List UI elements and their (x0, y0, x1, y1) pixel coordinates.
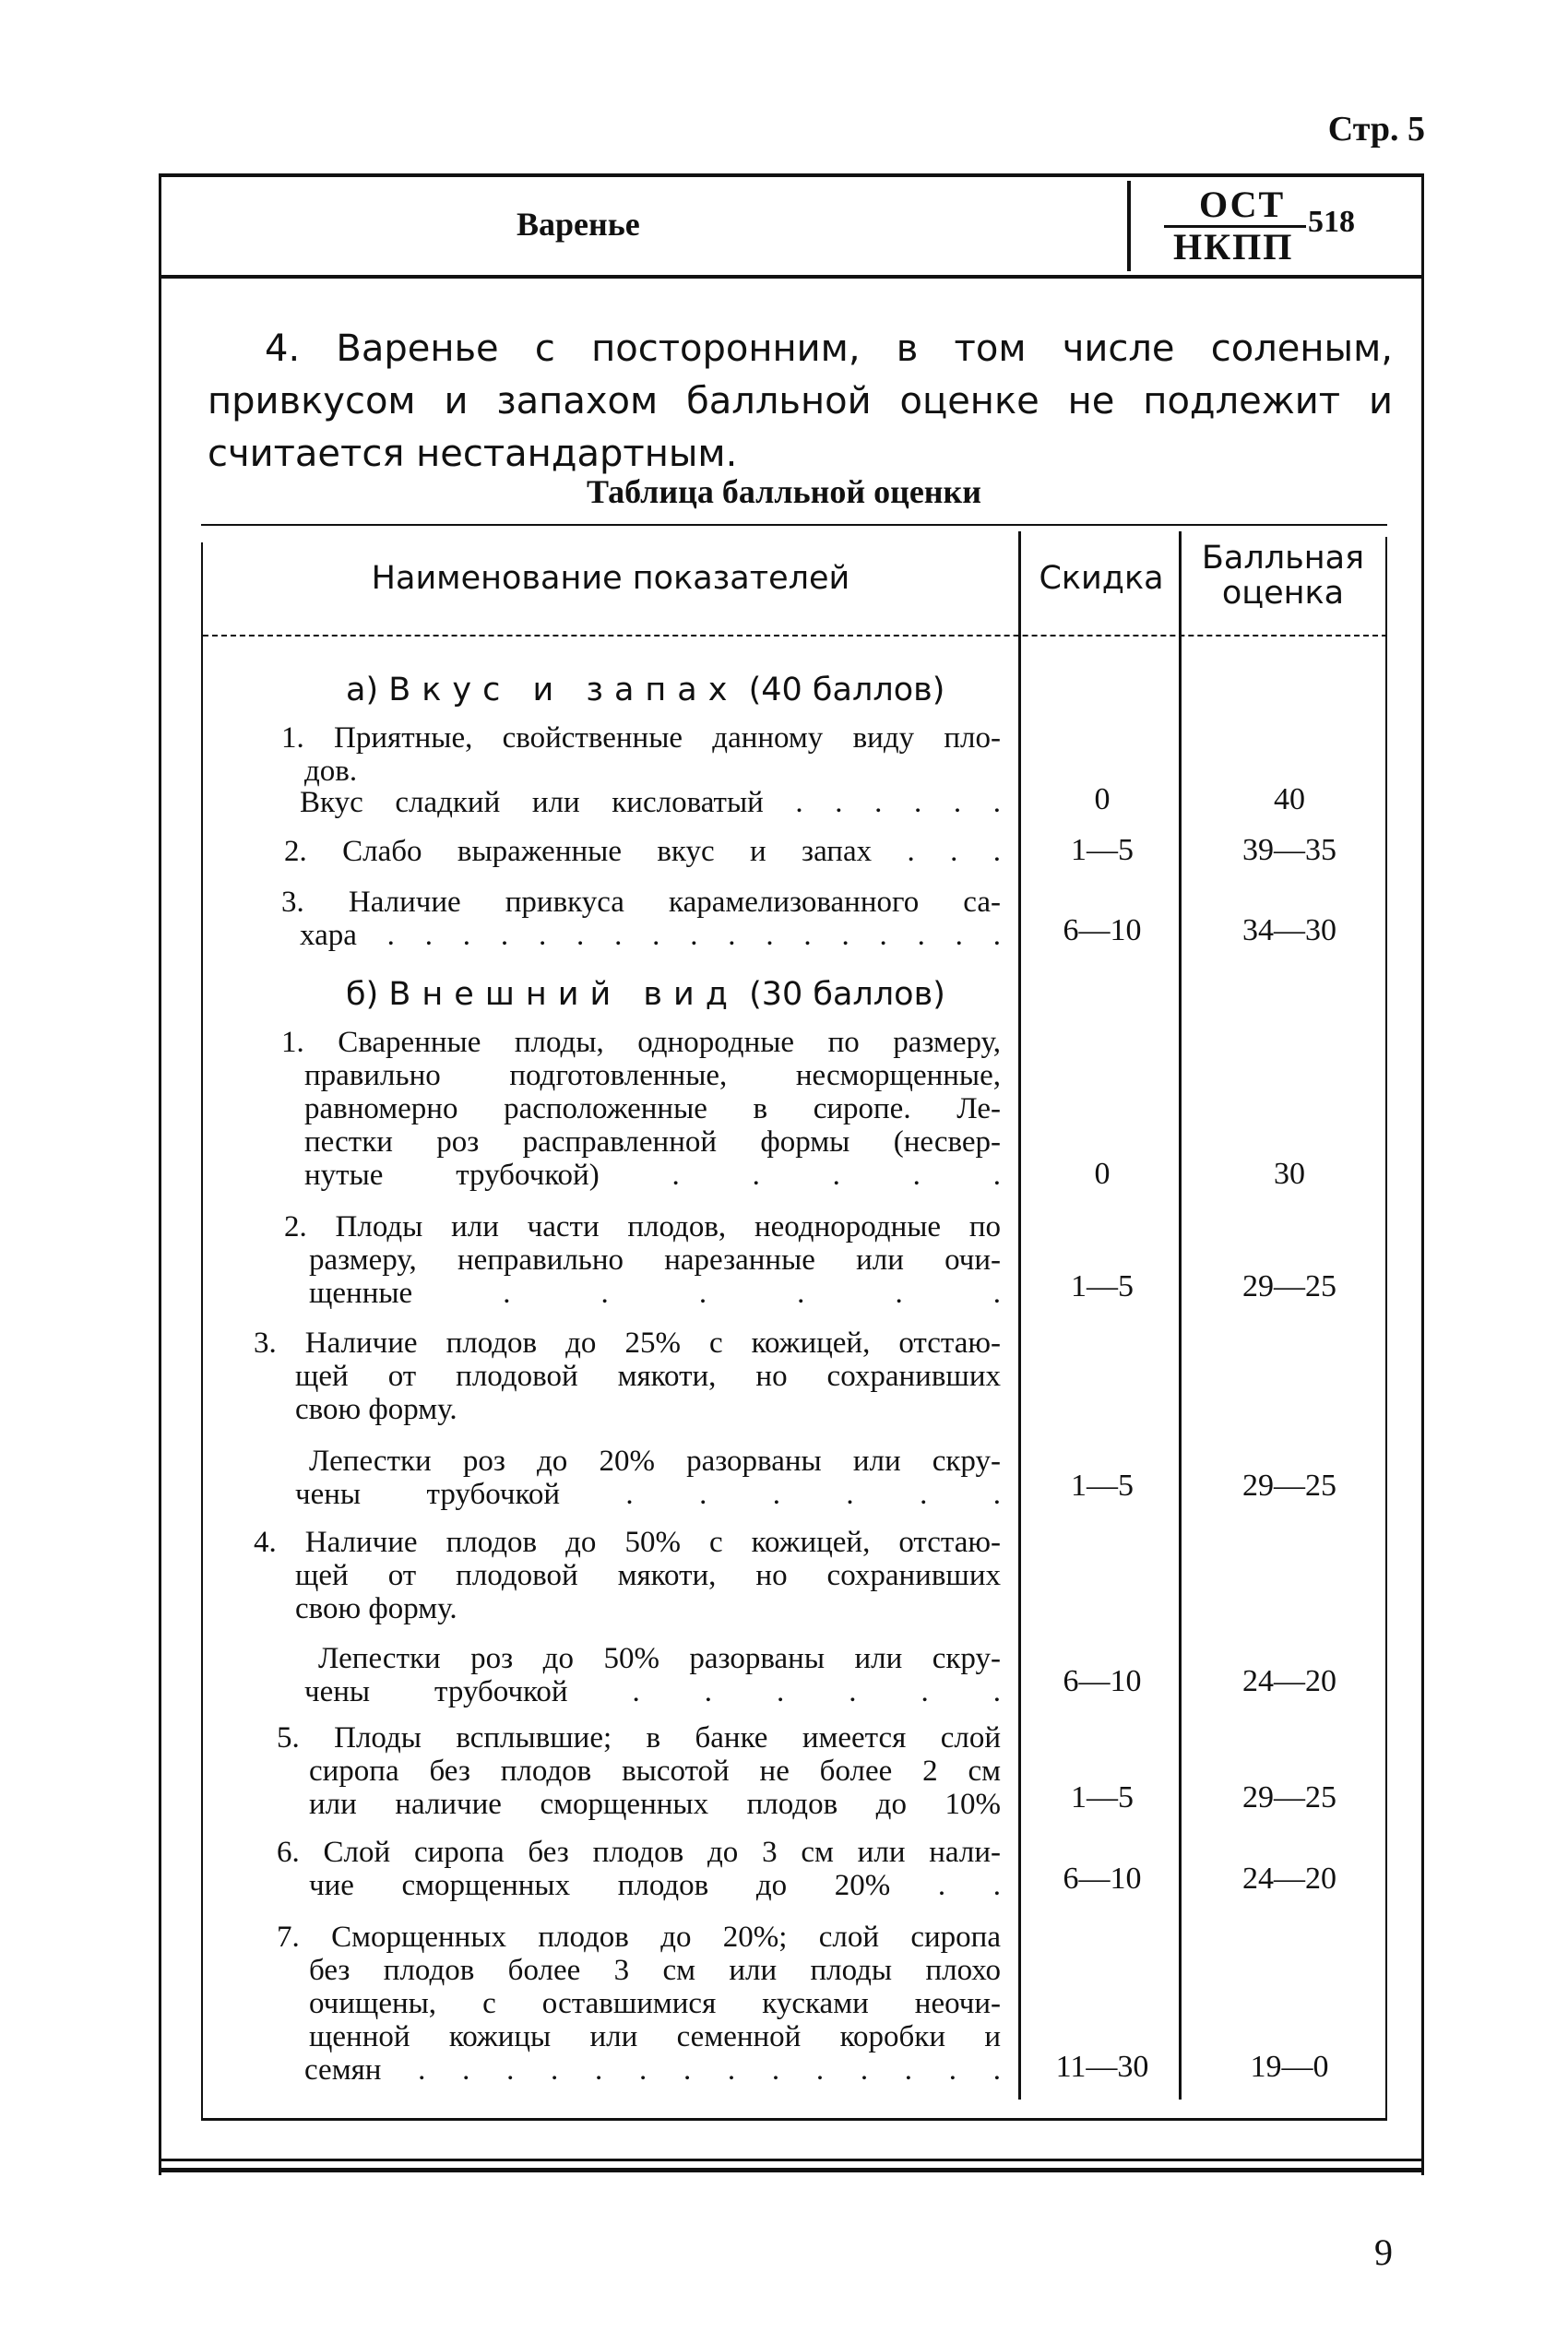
row-b4-line-2: щей от плодовой мякоти, но сохранивших (295, 1559, 1001, 1592)
section-a-letter: а) (346, 672, 379, 708)
row-a1-line-3: Вкус сладкий или кисловатый . . . . . . (300, 786, 1001, 819)
row-b5-line-3: или наличие сморщенных плодов до 10% (309, 1788, 1001, 1821)
row-a3-line-2: хара . . . . . . . . . . . . . . . . . (300, 919, 1001, 952)
table-col-divider-1 (1018, 531, 1021, 2100)
row-a1-score: 40 (1274, 782, 1305, 816)
page-bottom-rule-2 (159, 2168, 1424, 2172)
row-b1-score: 30 (1274, 1157, 1305, 1191)
row-b2-line-2: размеру, неправильно нарезанные или очи- (309, 1243, 1001, 1277)
row-b7-discount: 11—30 (1055, 2050, 1149, 2084)
section-b-points: (30 баллов) (749, 976, 945, 1013)
row-a1-line-2: дов. (304, 755, 358, 788)
row-b6-discount: 6—10 (1063, 1862, 1142, 1896)
table-header-rule (203, 635, 1387, 637)
section-b-heading (346, 976, 945, 1013)
row-b2-discount: 1—5 (1071, 1269, 1134, 1303)
column-header-discount: Скидка (1039, 560, 1164, 597)
header-top-rule (159, 173, 1424, 177)
page-bottom-rule-1 (159, 2159, 1424, 2161)
row-b7-score: 19—0 (1250, 2050, 1329, 2084)
row-b7-line-3: очищены, с оставшимися кусками неочи- (309, 1987, 1001, 2020)
table-right-rule (1385, 537, 1387, 2120)
page-number-top: Стр. 5 (1327, 110, 1425, 149)
header-bottom-rule (159, 275, 1424, 279)
section-a-heading (346, 672, 944, 708)
row-a3-score: 34—30 (1242, 913, 1336, 947)
column-header-name: Наименование показателей (371, 560, 850, 597)
row-b3-sub-line-2: чены трубочкой . . . . . . (295, 1478, 1001, 1511)
section-b-letter: б) (346, 976, 379, 1013)
section-a-title: Вкус и запах (388, 672, 739, 708)
page-number-bottom: 9 (1374, 2231, 1393, 2273)
row-b5-line-2: сиропа без плодов высотой не более 2 см (309, 1755, 1001, 1788)
ost-label: ОСТ (1199, 184, 1286, 225)
row-b3-line-2: щей от плодовой мякоти, но сохранивших (295, 1360, 1001, 1393)
row-b7-line-4: щенной кожицы или семенной коробки и (309, 2020, 1001, 2053)
row-b6-score: 24—20 (1242, 1862, 1336, 1896)
row-b7-line-1: 7. Сморщенных плодов до 20%; слой сиропа (277, 1921, 1001, 1954)
row-b1-line-5: нутые трубочкой) . . . . . (304, 1159, 1001, 1192)
row-b2-line-1: 2. Плоды или части плодов, неоднородные по (284, 1210, 1001, 1243)
row-b7-line-2: без плодов более 3 см или плоды плохо (309, 1954, 1001, 1987)
section-b-title: Внешний вид (388, 976, 739, 1013)
row-b2-score: 29—25 (1242, 1269, 1336, 1303)
row-b1-line-4: пестки роз расправленной формы (несвер- (304, 1125, 1001, 1159)
row-a1-line-1: 1. Приятные, свойственные данному виду пло- (281, 721, 1001, 755)
row-b3-line-1: 3. Наличие плодов до 25% с кожицей, отстаю- (254, 1327, 1001, 1360)
section-a-points: (40 баллов) (748, 672, 945, 708)
row-b4-sub-line-1: Лепестки роз до 50% разорваны или скру- (318, 1642, 1001, 1675)
header-title: Варенье (517, 206, 640, 243)
row-b5-score: 29—25 (1242, 1780, 1336, 1814)
row-b5-line-1: 5. Плоды всплывшие; в банке имеется слой (277, 1721, 1001, 1755)
paragraph-4: 4. Варенье с посторонним, в том числе соленым, привкусом и запахом балльной оценке не подлежит и считается нестандартным. (208, 327, 1393, 475)
row-a3-discount: 6—10 (1063, 913, 1142, 947)
row-a3-line-1: 3. Наличие привкуса карамелизованного са- (281, 886, 1001, 919)
table-bottom-rule (201, 2118, 1387, 2121)
row-b5-discount: 1—5 (1071, 1780, 1134, 1814)
row-b4-discount: 6—10 (1063, 1664, 1142, 1698)
row-a2-score: 39—35 (1242, 833, 1336, 867)
row-b4-score: 24—20 (1242, 1664, 1336, 1698)
ost-number: 518 (1308, 205, 1355, 239)
nkpp-label: НКПП (1173, 226, 1294, 268)
row-b1-discount: 0 (1094, 1157, 1111, 1191)
row-b3-discount: 1—5 (1071, 1469, 1134, 1503)
row-a2-text: 2. Слабо выраженные вкус и запах . . . (284, 835, 1001, 868)
row-b3-sub-line-1: Лепестки роз до 20% разорваны или скру- (309, 1445, 1001, 1478)
row-b2-line-3: щенные . . . . . . (309, 1277, 1001, 1310)
column-header-score: Балльная оценка (1201, 540, 1365, 612)
row-b7-line-5: семян . . . . . . . . . . . . . . (304, 2053, 1001, 2087)
row-b1-line-2: правильно подготовленные, несморщенные, (304, 1059, 1001, 1092)
row-a1-discount: 0 (1094, 782, 1111, 816)
row-b6-line-1: 6. Слой сиропа без плодов до 3 см или нали- (277, 1836, 1001, 1869)
row-b4-line-1: 4. Наличие плодов до 50% с кожицей, отстаю- (254, 1526, 1001, 1559)
table-top-rule (201, 524, 1387, 526)
row-b6-line-2: чие сморщенных плодов до 20% . . (309, 1869, 1001, 1902)
row-b4-line-3: свою форму. (295, 1592, 457, 1625)
row-b3-line-3: свою форму. (295, 1393, 457, 1426)
row-a2-discount: 1—5 (1071, 833, 1134, 867)
row-b1-line-1: 1. Сваренные плоды, однородные по размеру, (281, 1026, 1001, 1059)
row-b3-score: 29—25 (1242, 1469, 1336, 1503)
table-left-rule (201, 542, 203, 2120)
header-divider (1127, 181, 1131, 271)
row-b1-line-3: равномерно расположенные в сиропе. Ле- (304, 1092, 1001, 1125)
table-caption: Таблица балльной оценки (586, 473, 982, 510)
row-b4-sub-line-2: чены трубочкой . . . . . . (304, 1675, 1001, 1708)
